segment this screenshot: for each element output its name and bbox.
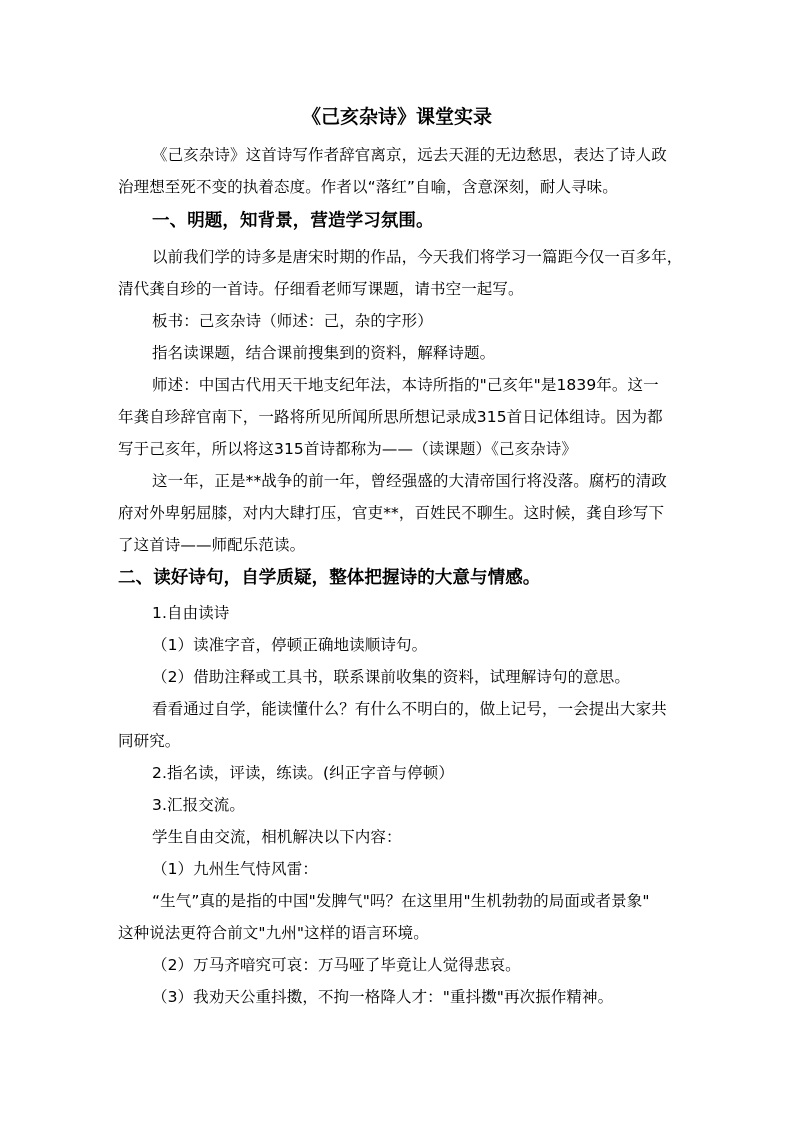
list-item: （2）借助注释或工具书，联系课前收集的资料，试理解诗句的意思。 (152, 668, 630, 686)
paragraph-line: 看看通过自学，能读懂什么？有什么不明白的，做上记号，一会提出大家共 (152, 700, 667, 718)
paragraph-line: 指名读课题，结合课前搜集到的资料，解释诗题。 (152, 344, 496, 362)
list-item: （3）我劝天公重抖擞，不拘一格降人才："重抖擞"再次振作精神。 (152, 988, 614, 1006)
document-title: 《己亥杂诗》课堂实录 (301, 106, 492, 128)
paragraph-line: 同研究。 (118, 732, 181, 750)
paragraph-line: 以前我们学的诗多是唐宋时期的作品，今天我们将学习一篇距今仅一百多年， (152, 248, 683, 266)
paragraph-line: 写于己亥年，所以将这315首诗都称为——（读课题）《己亥杂诗》 (118, 440, 577, 458)
paragraph-line: 《己亥杂诗》这首诗写作者辞官离京，远去天涯的无边愁思，表达了诗人政 (152, 146, 667, 164)
paragraph-line: 年龚自珍辞官南下，一路将所见所闻所思所想记录成315首日记体组诗。因为都 (118, 408, 663, 426)
section-heading-2: 二、读好诗句，自学质疑，整体把握诗的大意与情感。 (118, 568, 541, 588)
list-item: （2）万马齐喑究可哀：万马哑了毕竟让人觉得悲哀。 (152, 956, 521, 974)
list-item: 3.汇报交流。 (152, 796, 245, 814)
paragraph-line: “生气”真的是指的中国"发脾气"吗？在这里用"生机勃勃的局面或者景象" (152, 892, 650, 910)
list-item: 1.自由读诗 (152, 604, 230, 622)
list-item: 2.指名读，评读，练读。(纠正字音与停顿） (152, 764, 454, 782)
paragraph-line: 清代龚自珍的一首诗。仔细看老师写课题，请书空一起写。 (118, 280, 524, 298)
paragraph-line: 了这首诗——师配乐范读。 (118, 536, 306, 554)
paragraph-line: 府对外卑躬屈膝，对内大肆打压，官吏**，百姓民不聊生。这时候，龚自珍写下 (118, 504, 665, 522)
paragraph-line: 板书：己亥杂诗（师述：己，杂的字形） (152, 312, 433, 330)
paragraph-line: 这一年，正是**战争的前一年，曾经强盛的大清帝国行将没落。腐朽的清政 (152, 472, 667, 490)
list-item: （1）九州生气恃风雷： (152, 860, 318, 878)
paragraph-line: 师述：中国古代用天干地支纪年法，本诗所指的"己亥年"是1839年。这一 (152, 376, 659, 394)
list-item: （1）读准字音，停顿正确地读顺诗句。 (152, 636, 428, 654)
paragraph-line: 治理想至死不变的执着态度。作者以“落红”自喻，含意深刻，耐人寻味。 (118, 178, 618, 196)
section-heading-1: 一、明题，知背景，营造学习氛围。 (152, 211, 434, 231)
paragraph-line: 这种说法更符合前文"九州"这样的语言环境。 (118, 924, 429, 942)
paragraph-line: 学生自由交流，相机解决以下内容： (152, 828, 402, 846)
